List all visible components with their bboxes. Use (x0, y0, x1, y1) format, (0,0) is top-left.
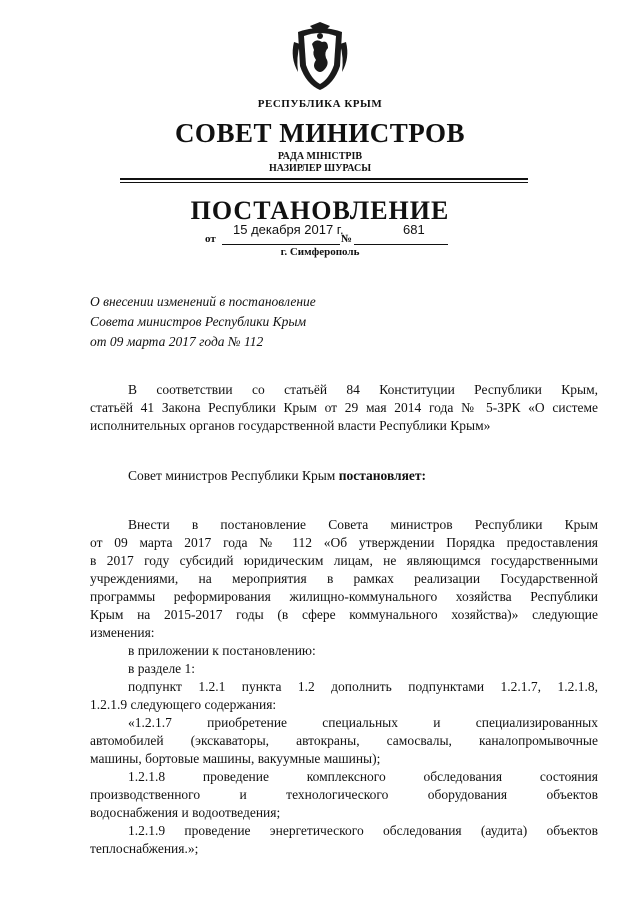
body-line: в 2017 году субсидий юридическим лицам, не являющимся государственными (90, 553, 598, 568)
body-line: машины, бортовые машины, вакуумные машины); (90, 751, 381, 766)
crimea-emblem-icon (290, 22, 350, 92)
body-line: «1.2.1.7 приобретение специальных и специализированных (128, 715, 598, 730)
header-rule (120, 178, 528, 180)
date-underline (222, 244, 340, 245)
header-rule-thin (120, 182, 528, 183)
body-line: в приложении к постановлению: (128, 643, 316, 658)
body-line: теплоснабжения.»; (90, 841, 199, 856)
body-line: Внести в постановление Совета министров Республики Крым (128, 517, 598, 532)
resolve-verb: постановляет: (338, 468, 427, 483)
body-line: 1.2.1.9 проведение энергетического обследования (аудита) объектов (128, 823, 598, 838)
number-underline (354, 244, 448, 245)
body-line: изменения: (90, 625, 155, 640)
body-line: производственного и технологического оборудования объектов (90, 787, 598, 802)
date-number-line (205, 222, 450, 246)
document-title-line: от 09 марта 2017 года № 112 (90, 334, 264, 349)
document-type: ПОСТАНОВЛЕНИЕ (190, 196, 450, 225)
body-line: 1.2.1.9 следующего содержания: (90, 697, 277, 712)
council-name-crimean-tatar: НАЗИРЛЕР ШУРАСЫ (268, 163, 372, 174)
body-line: в разделе 1: (128, 661, 196, 676)
council-name-ukrainian: РАДА МІНІСТРІВ (277, 151, 363, 162)
number-label: № (341, 233, 353, 245)
document-title-line: О внесении изменений в постановление (90, 294, 316, 309)
decree-number: 681 (403, 222, 425, 237)
resolve-line (128, 467, 426, 486)
body-line: от 09 марта 2017 года № 112 «Об утверждении Порядка предоставления (90, 535, 598, 550)
preamble-line: В соответствии со статьёй 84 Конституции Республики Крым, (128, 382, 598, 397)
preamble-line: статьёй 41 Закона Республики Крым от 29 мая 2014 года № 5-ЗРК «О системе (90, 400, 598, 415)
republic-name: РЕСПУБЛИКА КРЫМ (257, 98, 383, 110)
resolve-text: Совет министров Республики Крым (128, 468, 339, 483)
body-line: автомобилей (экскаваторы, автокраны, самосвалы, каналопромывочные (90, 733, 598, 748)
city: г. Симферополь (280, 246, 360, 258)
preamble-line: исполнительных органов государственной власти Республики Крым» (90, 418, 491, 433)
decree-date: 15 декабря 2017 г. (233, 222, 344, 237)
body-line: Крым на 2015-2017 годы (в сфере коммунального хозяйства)» следующие (90, 607, 598, 622)
date-label: от (205, 233, 216, 245)
document-title-line: Совета министров Республики Крым (90, 314, 307, 329)
body-line: подпункт 1.2.1 пункта 1.2 дополнить подпунктами 1.2.1.7, 1.2.1.8, (128, 679, 598, 694)
body-line: учреждениями, на мероприятия в рамках реализации Государственной (90, 571, 598, 586)
body-line: 1.2.1.8 проведение комплексного обследования состояния (128, 769, 598, 784)
council-name: СОВЕТ МИНИСТРОВ (174, 118, 466, 148)
body-line: программы реформирования жилищно-коммунального хозяйства Республики (90, 589, 598, 604)
body-line: водоснабжения и водоотведения; (90, 805, 281, 820)
